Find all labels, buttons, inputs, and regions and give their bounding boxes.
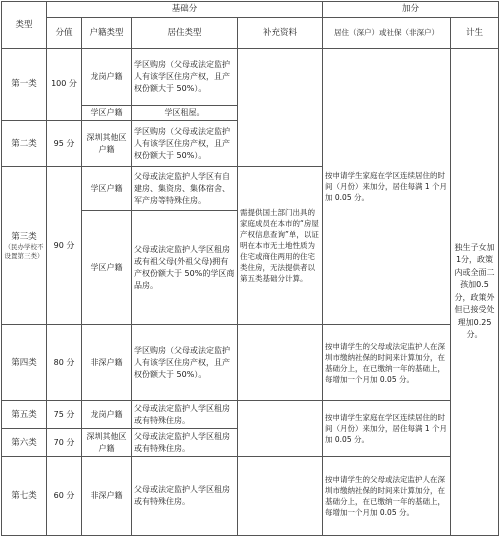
residence-cell-2: 学区购房（父母或法定监护人有该学区住房产权，且产权份额大于 50%）。 xyxy=(132,121,238,167)
category-cell-7: 第七类 xyxy=(2,457,47,536)
supplement-empty-cell-7 xyxy=(238,457,323,536)
header-residence-type: 居住类型 xyxy=(132,17,238,48)
supplement-empty-cell-5 xyxy=(238,401,323,457)
bonus-social-cell-4: 按申请学生的父母或法定监护人在深圳市缴纳社保的时间来计算加分，在基础分上，在已缴纳一年的基础上，每增加一个月加 0.05 分。 xyxy=(323,325,451,401)
category-cell-1: 第一类 xyxy=(2,48,47,121)
admission-score-table xyxy=(1,1,499,536)
hukou-cell-6: 深圳其他区户籍 xyxy=(82,429,132,457)
supplement-empty-cell-4 xyxy=(238,325,323,401)
residence-cell-6: 父母或法定监护人学区租房或有特殊住房。 xyxy=(132,429,238,457)
residence-cell-3a: 父母或法定监护人学区有自建房、集资房、集体宿舍、军产房等特殊住房。 xyxy=(132,166,238,211)
category-cell-3 xyxy=(2,166,47,325)
bonus-residence-cell: 按申请学生家庭在学区连续居住的时间（月份）来加分，居住每满 1 个月加 0.05 分。 xyxy=(323,48,451,325)
category-cell-5: 第五类 xyxy=(2,401,47,429)
header-residence-social: 居住（深户）或社保（非深户） xyxy=(323,17,451,48)
hukou-cell-1a: 龙岗户籍 xyxy=(82,48,132,105)
category-cell-2: 第二类 xyxy=(2,121,47,167)
supplement-empty-cell xyxy=(238,48,323,166)
category-cell-6: 第六类 xyxy=(2,429,47,457)
bonus-residence-cell-5: 按申请学生家庭在学区连续居住的时间（月份）来加分，居住每满 1 个月加 0.05 分。 xyxy=(323,401,451,457)
score-cell-3: 90 分 xyxy=(47,166,82,325)
residence-cell-4: 学区购房（父母或法定监护人有该学区住房产权，且产权份额大于 50%）。 xyxy=(132,325,238,401)
bonus-social-cell-7: 按申请学生的父母或法定监护人在深圳市缴纳社保的时间来计算加分，在基础分上，在已缴纳一年的基础上，每增加一个月加 0.05 分。 xyxy=(323,457,451,536)
score-cell-1: 100 分 xyxy=(47,48,82,121)
hukou-cell-3b: 学区户籍 xyxy=(82,211,132,325)
category-note-3: （民办学校不设置第三类） xyxy=(4,242,44,260)
header-base-group: 基础分 xyxy=(47,2,323,18)
header-family-planning: 计生 xyxy=(451,17,499,48)
residence-cell-5: 父母或法定监护人学区租房或有特殊住房。 xyxy=(132,401,238,429)
header-supplement: 补充资料 xyxy=(238,17,323,48)
header-category: 类型 xyxy=(2,2,47,49)
bonus-sibling-cell: 独生子女加1分，政策内或全面二孩加0.5分，政策外但已接受处理加0.25分。 xyxy=(451,48,499,535)
hukou-cell-2: 深圳其他区户籍 xyxy=(82,121,132,167)
category-cell-4: 第四类 xyxy=(2,325,47,401)
score-cell-2: 95 分 xyxy=(47,121,82,167)
hukou-cell-3a: 学区户籍 xyxy=(82,166,132,211)
hukou-cell-7: 非深户籍 xyxy=(82,457,132,536)
residence-cell-7: 父母或法定监护人学区租房或有特殊住房。 xyxy=(132,457,238,536)
hukou-cell-5: 龙岗户籍 xyxy=(82,401,132,429)
residence-cell-1a: 学区购房（父母或法定监护人有该学区住房产权，且产权份额大于 50%）。 xyxy=(132,48,238,105)
residence-cell-1b: 学区租屋。 xyxy=(132,105,238,121)
score-cell-4: 80 分 xyxy=(47,325,82,401)
score-cell-5: 75 分 xyxy=(47,401,82,429)
residence-cell-3b: 父母或法定监护人学区租房或有祖父母(外祖父母)拥有产权份额大于 50%的学区商品房。 xyxy=(132,211,238,325)
header-score: 分值 xyxy=(47,17,82,48)
supplement-note-cell: 需提供国土部门出具的家庭成员在本市的“房屋产权信息查询”单，以证明在本市无土地性质为住宅或商住两用的住宅类住房，无法提供者以第五类基础分计算。 xyxy=(238,166,323,325)
category-label-3: 第三类 xyxy=(11,231,37,242)
header-hukou-type: 户籍类型 xyxy=(82,17,132,48)
score-cell-7: 60 分 xyxy=(47,457,82,536)
header-bonus-group: 加分 xyxy=(323,2,499,18)
hukou-cell-1b: 学区户籍 xyxy=(82,105,132,121)
hukou-cell-4: 非深户籍 xyxy=(82,325,132,401)
score-cell-6: 70 分 xyxy=(47,429,82,457)
